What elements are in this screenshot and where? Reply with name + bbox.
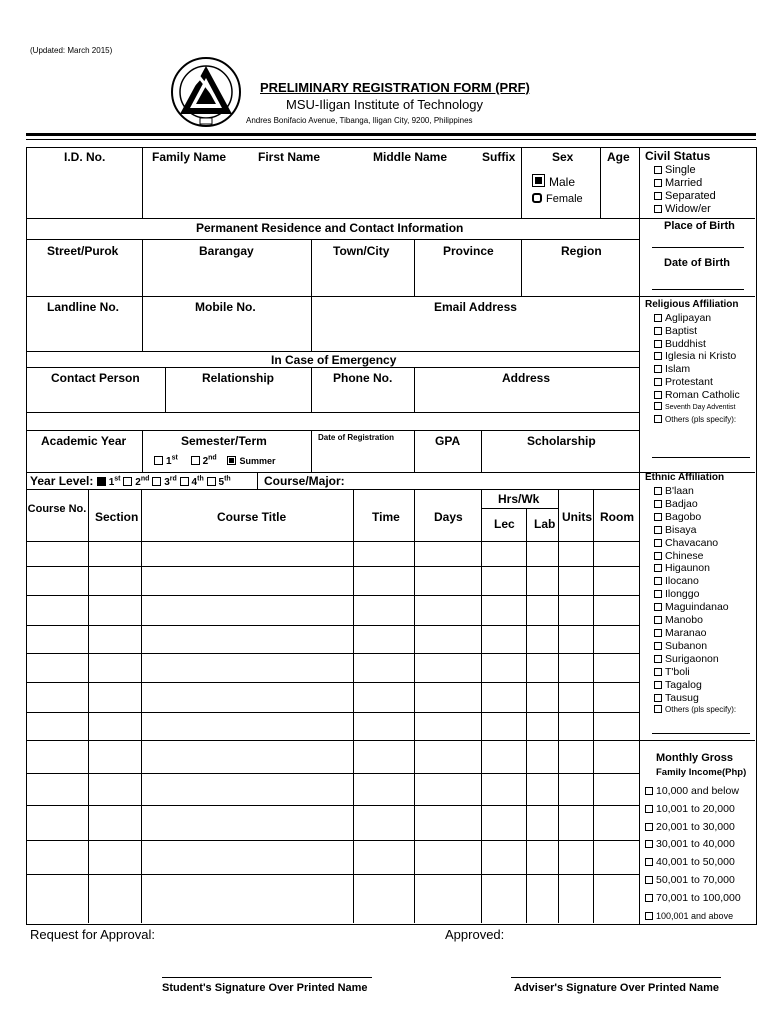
- middle-name-label: Middle Name: [373, 150, 448, 164]
- income-title-1: Monthly Gross: [656, 752, 734, 764]
- street-purok-label: Street/Purok: [47, 244, 119, 258]
- ethnic-option[interactable]: Bagobo: [654, 511, 736, 524]
- year-level-label: Year Level:: [30, 474, 94, 488]
- civil-status-option[interactable]: Separated: [654, 190, 716, 203]
- civil-status-option[interactable]: Single: [654, 164, 716, 177]
- income-option[interactable]: 100,001 and above: [645, 908, 741, 926]
- email-label: Email Address: [434, 300, 517, 314]
- date-of-registration-label: Date of Registration: [318, 433, 395, 442]
- school-address: Andres Bonifacio Avenue, Tibanga, Iligan City, 9200, Philippines: [246, 116, 473, 125]
- income-option[interactable]: 20,001 to 30,000: [645, 819, 741, 837]
- ethnic-option[interactable]: Maguindanao: [654, 601, 736, 614]
- section-header: Section: [95, 510, 139, 524]
- suffix-label: Suffix: [482, 150, 516, 164]
- academic-year-label: Academic Year: [41, 434, 127, 448]
- adviser-signature-label: Adviser's Signature Over Printed Name: [514, 982, 719, 994]
- female-checkbox-icon: [532, 193, 542, 203]
- request-for-approval-label: Request for Approval:: [30, 927, 156, 942]
- ethnic-list: [654, 485, 736, 717]
- ethnic-option[interactable]: Ilonggo: [654, 588, 736, 601]
- ethnic-title: Ethnic Affiliation: [645, 472, 725, 483]
- age-label: Age: [607, 150, 630, 164]
- lab-header: Lab: [534, 517, 556, 531]
- ethnic-option[interactable]: Maranao: [654, 627, 736, 640]
- ethnic-option[interactable]: Tagalog: [654, 679, 736, 692]
- religion-others-line[interactable]: [652, 457, 750, 458]
- region-label: Region: [561, 244, 602, 258]
- income-option[interactable]: 40,001 to 50,000: [645, 854, 741, 872]
- ethnic-option[interactable]: Subanon: [654, 640, 736, 653]
- year-level-4th[interactable]: 4th: [180, 477, 204, 488]
- first-name-label: First Name: [258, 150, 321, 164]
- religion-option[interactable]: Aglipayan: [654, 312, 740, 325]
- right-column-divider: [639, 147, 640, 924]
- place-of-birth-label: Place of Birth: [664, 220, 735, 232]
- year-level-2nd[interactable]: 2nd: [123, 477, 149, 488]
- scholarship-label: Scholarship: [527, 434, 596, 448]
- course-title-header: Course Title: [217, 510, 287, 524]
- income-list: [645, 783, 741, 925]
- contact-person-label: Contact Person: [51, 371, 140, 385]
- religion-others-option[interactable]: Others (pls specify):: [654, 414, 740, 427]
- phone-no-label: Phone No.: [333, 371, 393, 385]
- sex-male-option[interactable]: [532, 174, 575, 189]
- gpa-label: GPA: [435, 434, 461, 448]
- year-level-5th[interactable]: 5th: [207, 477, 231, 488]
- ethnic-option[interactable]: Surigaonon: [654, 653, 736, 666]
- income-option[interactable]: 10,001 to 20,000: [645, 801, 741, 819]
- lec-header: Lec: [494, 517, 515, 531]
- barangay-label: Barangay: [199, 244, 254, 258]
- income-title-2: Family Income(Php): [656, 767, 747, 778]
- ethnic-option[interactable]: Chinese: [654, 550, 736, 563]
- male-checkbox-icon: [532, 174, 545, 187]
- year-level-1st[interactable]: 1st: [97, 477, 121, 488]
- religion-option[interactable]: Islam: [654, 363, 740, 376]
- relationship-label: Relationship: [202, 371, 275, 385]
- semester-2nd-option[interactable]: 2nd: [191, 456, 217, 467]
- income-option[interactable]: 70,001 to 100,000: [645, 890, 741, 908]
- approved-label: Approved:: [445, 927, 505, 942]
- semester-1st-option[interactable]: 1st: [154, 456, 178, 467]
- family-name-label: Family Name: [152, 150, 227, 164]
- days-header: Days: [434, 510, 463, 524]
- ethnic-option[interactable]: T'boli: [654, 666, 736, 679]
- place-of-birth-line[interactable]: [652, 247, 744, 248]
- date-of-birth-line[interactable]: [652, 289, 744, 290]
- ethnic-option[interactable]: Ilocano: [654, 575, 736, 588]
- room-header: Room: [600, 510, 634, 524]
- ethnic-option[interactable]: Tausug: [654, 692, 736, 705]
- landline-label: Landline No.: [47, 300, 119, 314]
- ethnic-others-option[interactable]: Others (pls specify):: [654, 704, 736, 717]
- civil-status-option[interactable]: Married: [654, 177, 716, 190]
- religion-title: Religious Affiliation: [645, 299, 739, 310]
- sex-female-option[interactable]: [532, 193, 583, 205]
- ethnic-option[interactable]: B'laan: [654, 485, 736, 498]
- year-level-3rd[interactable]: 3rd: [152, 477, 177, 488]
- income-option[interactable]: 30,001 to 40,000: [645, 836, 741, 854]
- residence-title: Permanent Residence and Contact Information: [196, 221, 464, 235]
- header-rule-thin: [26, 139, 756, 140]
- course-no-header: Course No.: [27, 503, 87, 515]
- town-city-label: Town/City: [333, 244, 390, 258]
- religion-option[interactable]: Baptist: [654, 325, 740, 338]
- mobile-label: Mobile No.: [195, 300, 256, 314]
- sex-label: Sex: [552, 150, 574, 164]
- adviser-signature-line[interactable]: [511, 977, 721, 978]
- civil-status-option[interactable]: Widow/er: [654, 203, 716, 216]
- ethnic-option[interactable]: Manobo: [654, 614, 736, 627]
- ethnic-option[interactable]: Chavacano: [654, 537, 736, 550]
- id-no-label: I.D. No.: [64, 150, 106, 164]
- semester-summer-option[interactable]: Summer: [227, 456, 275, 466]
- religion-option[interactable]: Seventh Day Adventist: [654, 402, 740, 415]
- province-label: Province: [443, 244, 494, 258]
- form-title: PRELIMINARY REGISTRATION FORM (PRF): [260, 80, 530, 95]
- student-signature-label: Student's Signature Over Printed Name: [162, 982, 368, 994]
- religion-option[interactable]: Iglesia ni Kristo: [654, 350, 740, 363]
- units-header: Units: [562, 510, 592, 524]
- student-signature-line[interactable]: [162, 977, 372, 978]
- religion-option[interactable]: Buddhist: [654, 338, 740, 351]
- course-major-label: Course/Major:: [264, 474, 345, 488]
- ethnic-option[interactable]: Bisaya: [654, 524, 736, 537]
- semester-options: [154, 455, 276, 467]
- header-rule-thick: [26, 133, 756, 136]
- civil-status-title: Civil Status: [645, 149, 711, 163]
- semester-term-label: Semester/Term: [181, 434, 267, 448]
- religion-option[interactable]: Protestant: [654, 376, 740, 389]
- hrs-wk-header: Hrs/Wk: [498, 492, 540, 506]
- school-seal-logo: [170, 56, 242, 133]
- income-option[interactable]: 50,001 to 70,000: [645, 872, 741, 890]
- date-of-birth-label: Date of Birth: [664, 257, 730, 269]
- religion-option[interactable]: Roman Catholic: [654, 389, 740, 402]
- ethnic-others-line[interactable]: [652, 733, 750, 734]
- male-label: Male: [549, 175, 576, 189]
- emergency-address-label: Address: [502, 371, 551, 385]
- emergency-title: In Case of Emergency: [271, 353, 397, 367]
- civil-status-list: [654, 164, 716, 216]
- religion-list: [654, 312, 740, 427]
- ethnic-option[interactable]: Badjao: [654, 498, 736, 511]
- income-option[interactable]: 10,000 and below: [645, 783, 741, 801]
- ethnic-option[interactable]: Higaunon: [654, 562, 736, 575]
- year-level-row: [30, 474, 231, 488]
- school-name: MSU-Iligan Institute of Technology: [286, 97, 484, 112]
- updated-note: (Updated: March 2015): [30, 46, 113, 55]
- time-header: Time: [372, 510, 400, 524]
- female-label: Female: [546, 193, 583, 205]
